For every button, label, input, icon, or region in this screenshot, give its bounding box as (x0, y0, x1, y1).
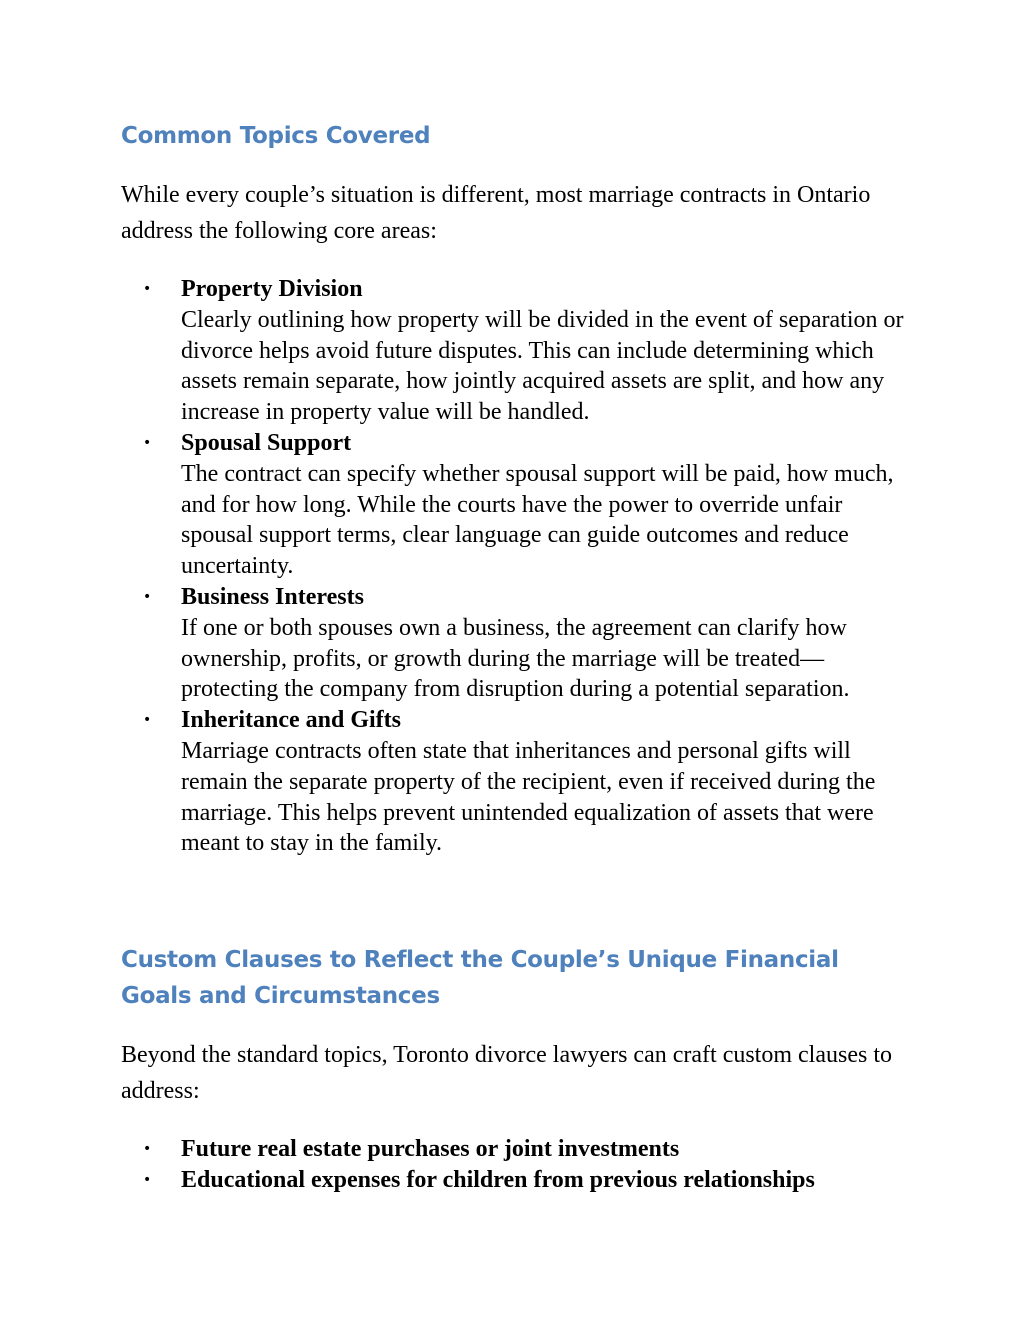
bullet-icon: • (143, 1171, 152, 1188)
item-title: Educational expenses for children from previous relationships (181, 1166, 815, 1193)
list-item (0, 705, 911, 859)
bullet-icon: • (143, 434, 152, 451)
item-title: Spousal Support (181, 429, 352, 456)
item-body: Marriage contracts often state that inheritances and personal gifts will remain the separate property of the recipient, even if received during the marriage. This helps prevent unintended equalization of assets that were meant to stay in the family. (181, 737, 876, 857)
section-heading-custom-clauses: Custom Clauses to Reflect the Couple’s Unique Financial Goals and Circumstances (121, 947, 839, 1009)
item-body: Clearly outlining how property will be divided in the event of separation or divorce helps avoid future disputes. This can include determining which assets remain separate, how jointly acquired assets are split, and how any increase in property value will be handled. (181, 306, 904, 426)
list-item (0, 1134, 911, 1165)
list-item (0, 428, 911, 582)
intro-paragraph: While every couple’s situation is different, most marriage contracts in Ontario address the following core areas: (121, 182, 871, 244)
custom-clauses-list (0, 1134, 1024, 1196)
item-body: The contract can specify whether spousal support will be paid, how much, and for how long. While the courts have the power to override unfair spousal support terms, clear language can guide outcomes and reduce uncertainty. (181, 460, 894, 580)
section-heading-common-topics: Common Topics Covered (121, 123, 431, 149)
list-item (0, 274, 911, 428)
bullet-icon: • (143, 712, 152, 729)
custom-clauses-intro: Beyond the standard topics, Toronto divorce lawyers can craft custom clauses to address: (121, 1042, 892, 1104)
item-title: Future real estate purchases or joint investments (181, 1136, 680, 1162)
item-title: Business Interests (181, 583, 364, 610)
bullet-icon: • (143, 588, 152, 605)
list-item (0, 1165, 911, 1196)
bullet-icon: • (143, 1141, 152, 1157)
bullet-icon: • (143, 281, 152, 297)
item-title: Property Division (181, 276, 363, 302)
item-body: If one or both spouses own a business, the agreement can clarify how ownership, profits, or growth during the marriage will be treated—protecting the company from disruption during a potential separation. (181, 614, 850, 703)
item-title: Inheritance and Gifts (181, 707, 402, 734)
list-item (0, 582, 911, 705)
core-areas-list (0, 274, 1024, 859)
